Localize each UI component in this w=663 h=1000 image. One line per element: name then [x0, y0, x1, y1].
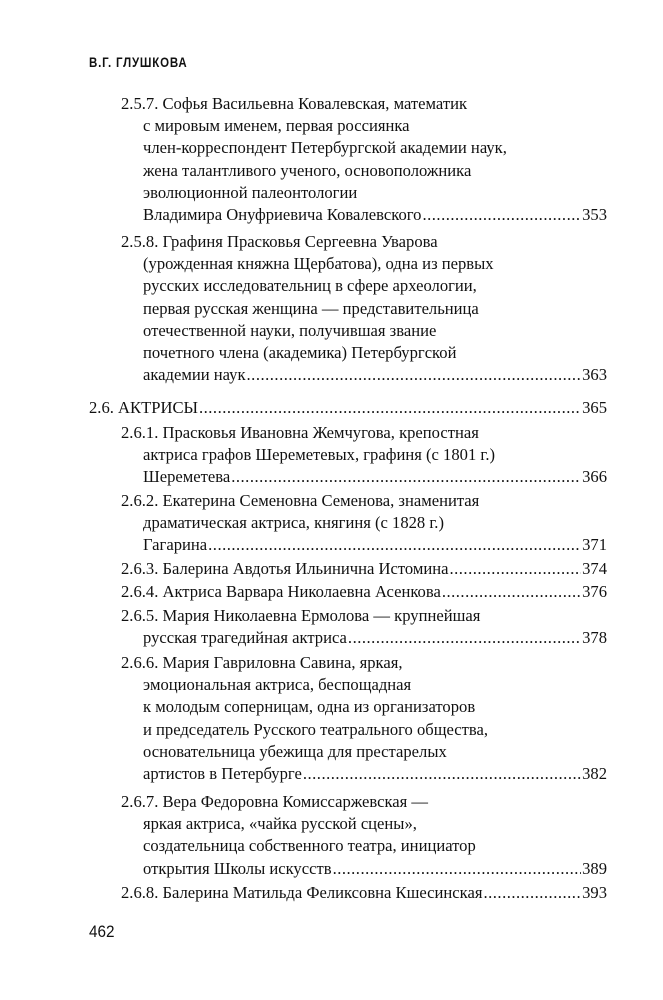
toc-entry-text: 2.6.4. Актриса Варвара Николаевна Асенкова [121, 582, 441, 601]
toc-page-number: 376 [582, 582, 607, 601]
dot-leader [483, 882, 581, 904]
toc-entry-line: эволюционной палеонтологии [143, 182, 358, 202]
toc-entry-2-6-1[interactable] [121, 422, 607, 489]
toc-entry-last-line [121, 364, 607, 386]
toc-entry-text: Владимира Онуфриевича Ковалевского [143, 204, 422, 224]
toc-entry-line: актриса графов Шереметевых, графиня (с 1801 г.) [143, 445, 495, 465]
running-head: В.Г. ГЛУШКОВА [89, 54, 188, 70]
toc-section-2-6[interactable] [89, 397, 607, 419]
toc-entry-last-line [121, 204, 607, 226]
dot-leader [303, 763, 581, 785]
toc-entry-line: с мировым именем, первая россиянка [143, 116, 410, 136]
toc-entry-last-line [121, 534, 607, 556]
toc-entry-line: первая русская женщина — представительница [143, 298, 479, 318]
dot-leader [422, 204, 581, 226]
toc-entry-last-line [121, 858, 607, 880]
toc-entry-last-line [89, 397, 607, 419]
toc-entry-line: яркая актриса, «чайка русской сцены», [143, 814, 417, 834]
dot-leader [442, 581, 581, 603]
toc-page-number: 353 [582, 204, 607, 224]
dot-leader [247, 364, 582, 386]
toc-page-number: 363 [582, 365, 607, 385]
dot-leader [208, 534, 581, 556]
toc-entry-line: член-корреспондент Петербургской академии наук, [143, 138, 507, 158]
toc-page-number: 378 [582, 628, 607, 648]
dot-leader [199, 397, 581, 419]
toc-entry-2-6-7[interactable] [121, 791, 607, 880]
toc-entry-last-line [121, 882, 607, 904]
page-number: 462 [89, 922, 115, 941]
toc-entry-line: 2.6.1. Прасковья Ивановна Жемчугова, крепостная [121, 423, 479, 442]
toc-entry-text: Шереметева [143, 467, 231, 487]
toc-entry-text: 2.6. АКТРИСЫ [89, 398, 198, 417]
dot-leader [231, 466, 581, 488]
toc-entry-line: 2.5.7. Софья Васильевна Ковалевская, математик [121, 94, 468, 113]
toc-entry-text: русская трагедийная актриса [143, 628, 347, 648]
toc-page-number: 382 [582, 763, 607, 783]
toc-entry-line: отечественной науки, получившая звание [143, 320, 437, 340]
toc-page-number: 365 [582, 398, 607, 417]
toc-entry-2-6-3[interactable] [121, 558, 607, 580]
toc-entry-line: почетного члена (академика) Петербургской [143, 342, 457, 362]
toc-entry-text: открытия Школы искусств [143, 858, 332, 878]
toc-entry-line: драматическая актриса, княгиня (с 1828 г.) [143, 513, 444, 533]
toc-entry-line: 2.5.8. Графиня Прасковья Сергеевна Уварова [121, 232, 438, 251]
toc-entry-last-line [121, 627, 607, 649]
toc-entry-line: эмоциональная актриса, беспощадная [143, 675, 412, 695]
toc-entry-line: и председатель Русского театрального общества, [143, 719, 489, 739]
toc-entry-2-6-6[interactable] [121, 652, 607, 785]
toc-page-number: 366 [582, 467, 607, 487]
toc-entry-2-5-8[interactable] [121, 231, 607, 386]
toc-entry-line: 2.6.6. Мария Гавриловна Савина, яркая, [121, 653, 403, 672]
toc-entry-text: артистов в Петербурге [143, 763, 302, 783]
toc-entry-line: (урожденная княжна Щербатова), одна из первых [143, 254, 494, 274]
toc-entry-text: академии наук [143, 365, 246, 385]
toc-entry-2-6-5[interactable] [121, 605, 607, 649]
toc-entry-2-6-4[interactable] [121, 581, 607, 603]
toc-entry-line: 2.6.5. Мария Николаевна Ермолова — крупнейшая [121, 606, 481, 625]
toc-entry-2-6-8[interactable] [121, 882, 607, 904]
dot-leader [348, 627, 581, 649]
toc-entry-line: создательница собственного театра, инициатор [143, 836, 476, 856]
toc-entry-last-line [121, 581, 607, 603]
toc-entry-last-line [121, 466, 607, 488]
toc-entry-line: основательница убежища для престарелых [143, 741, 447, 761]
toc-entry-line: к молодым соперницам, одна из организаторов [143, 697, 476, 717]
toc-entry-2-5-7[interactable] [121, 93, 607, 226]
dot-leader [449, 558, 581, 580]
toc-page-number: 371 [582, 535, 607, 555]
toc-entry-text: Гагарина [143, 535, 208, 555]
toc-page-number: 389 [582, 858, 607, 878]
toc-page-number: 374 [582, 559, 607, 578]
toc-entry-text: 2.6.8. Балерина Матильда Феликсовна Кшесинская [121, 883, 483, 902]
toc-entry-line: 2.6.2. Екатерина Семеновна Семенова, знаменитая [121, 491, 480, 510]
toc-entry-line: русских исследовательниц в сфере археологии, [143, 276, 477, 296]
toc-entry-last-line [121, 558, 607, 580]
toc-page-number: 393 [582, 883, 607, 902]
toc-entry-text: 2.6.3. Балерина Авдотья Ильинична Истомина [121, 559, 449, 578]
dot-leader [333, 858, 582, 880]
toc-entry-line: жена талантливого ученого, основоположника [143, 160, 472, 180]
toc-entry-last-line [121, 763, 607, 785]
toc-entry-2-6-2[interactable] [121, 490, 607, 557]
toc-entry-line: 2.6.7. Вера Федоровна Комиссаржевская — [121, 792, 429, 811]
